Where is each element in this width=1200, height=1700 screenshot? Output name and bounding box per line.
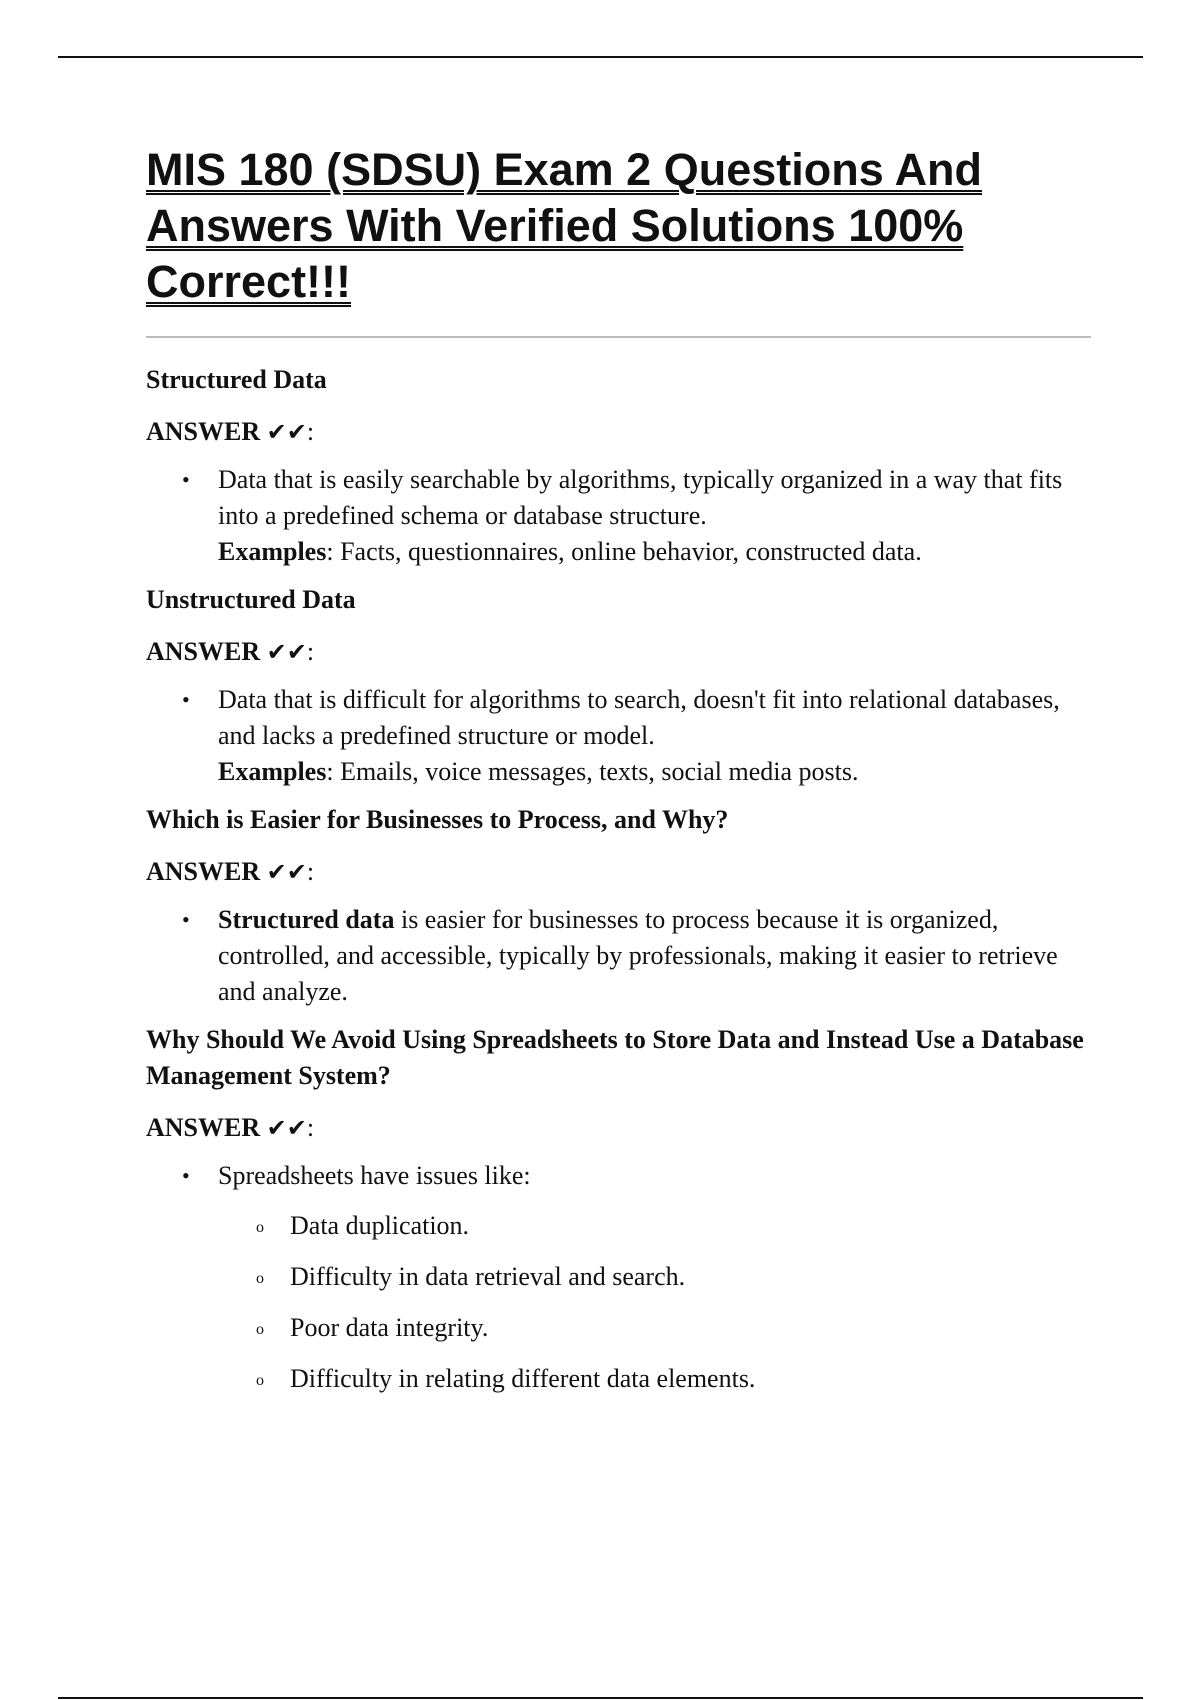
page-bottom-rule [58,1697,1143,1699]
examples-label: Examples [218,537,327,566]
examples-text: : Facts, questionnaires, online behavior, constructed data. [326,537,922,566]
answer-list [146,902,1091,1010]
answer-bullet: • Structured data is easier for businesses to process because it is organized, controlled, and accessible, typically by professionals, making it easier to retrieve and analyze. [218,902,1091,1010]
answer-bullet: • Data that is easily searchable by algorithms, typically organized in a way that fits into a predefined schema or database structure. Examples: Facts, questionnaires, online behavior, constructed data. [218,462,1091,570]
check-marks-icon: ✔✔ [266,638,307,666]
answer-bullet: • Data that is difficult for algorithms to search, doesn't fit into relational databases, and lacks a predefined structure or model. Examples: Emails, voice messages, texts, social media posts. [218,682,1091,790]
check-marks-icon: ✔✔ [266,1114,307,1142]
page-title: MIS 180 (SDSU) Exam 2 Questions And Answers With Verified Solutions 100% Correct!!! [146,144,983,307]
question-heading: Unstructured Data [146,585,356,614]
document-body [146,142,1091,1412]
examples-text: : Emails, voice messages, texts, social media posts. [326,757,859,786]
question-heading: Why Should We Avoid Using Spreadsheets to Store Data and Instead Use a Database Management System? [146,1025,1084,1090]
sub-list-item: o Difficulty in relating different data elements. [290,1361,1091,1397]
qa-section-spreadsheets [146,1022,1091,1397]
sub-list-item: o Data duplication. [290,1208,1091,1244]
examples-label: Examples [218,757,327,786]
question-heading: Structured Data [146,365,327,394]
qa-section-easier-to-process [146,802,1091,1010]
answer-list [146,462,1091,570]
answer-label: ANSWER ✔✔: [146,417,315,446]
qa-section-structured-data [146,362,1091,570]
answer-label: ANSWER ✔✔: [146,1113,315,1142]
answer-label: ANSWER ✔✔: [146,637,315,666]
answer-list [146,1158,1091,1397]
page-top-rule [58,56,1143,58]
question-heading: Which is Easier for Businesses to Process, and Why? [146,805,729,834]
answer-label: ANSWER ✔✔: [146,857,315,886]
check-marks-icon: ✔✔ [266,418,307,446]
check-marks-icon: ✔✔ [266,858,307,886]
sub-list [218,1208,1091,1397]
sub-list-item: o Difficulty in data retrieval and search. [290,1259,1091,1295]
answer-bullet: • Spreadsheets have issues like: o Data duplication. o Difficulty in data retrieval and search. o Poor data integrity. o Difficulty in relating different data elements. [218,1158,1091,1397]
sub-list-item: o Poor data integrity. [290,1310,1091,1346]
answer-list [146,682,1091,790]
title-divider [146,336,1091,338]
qa-section-unstructured-data [146,582,1091,790]
